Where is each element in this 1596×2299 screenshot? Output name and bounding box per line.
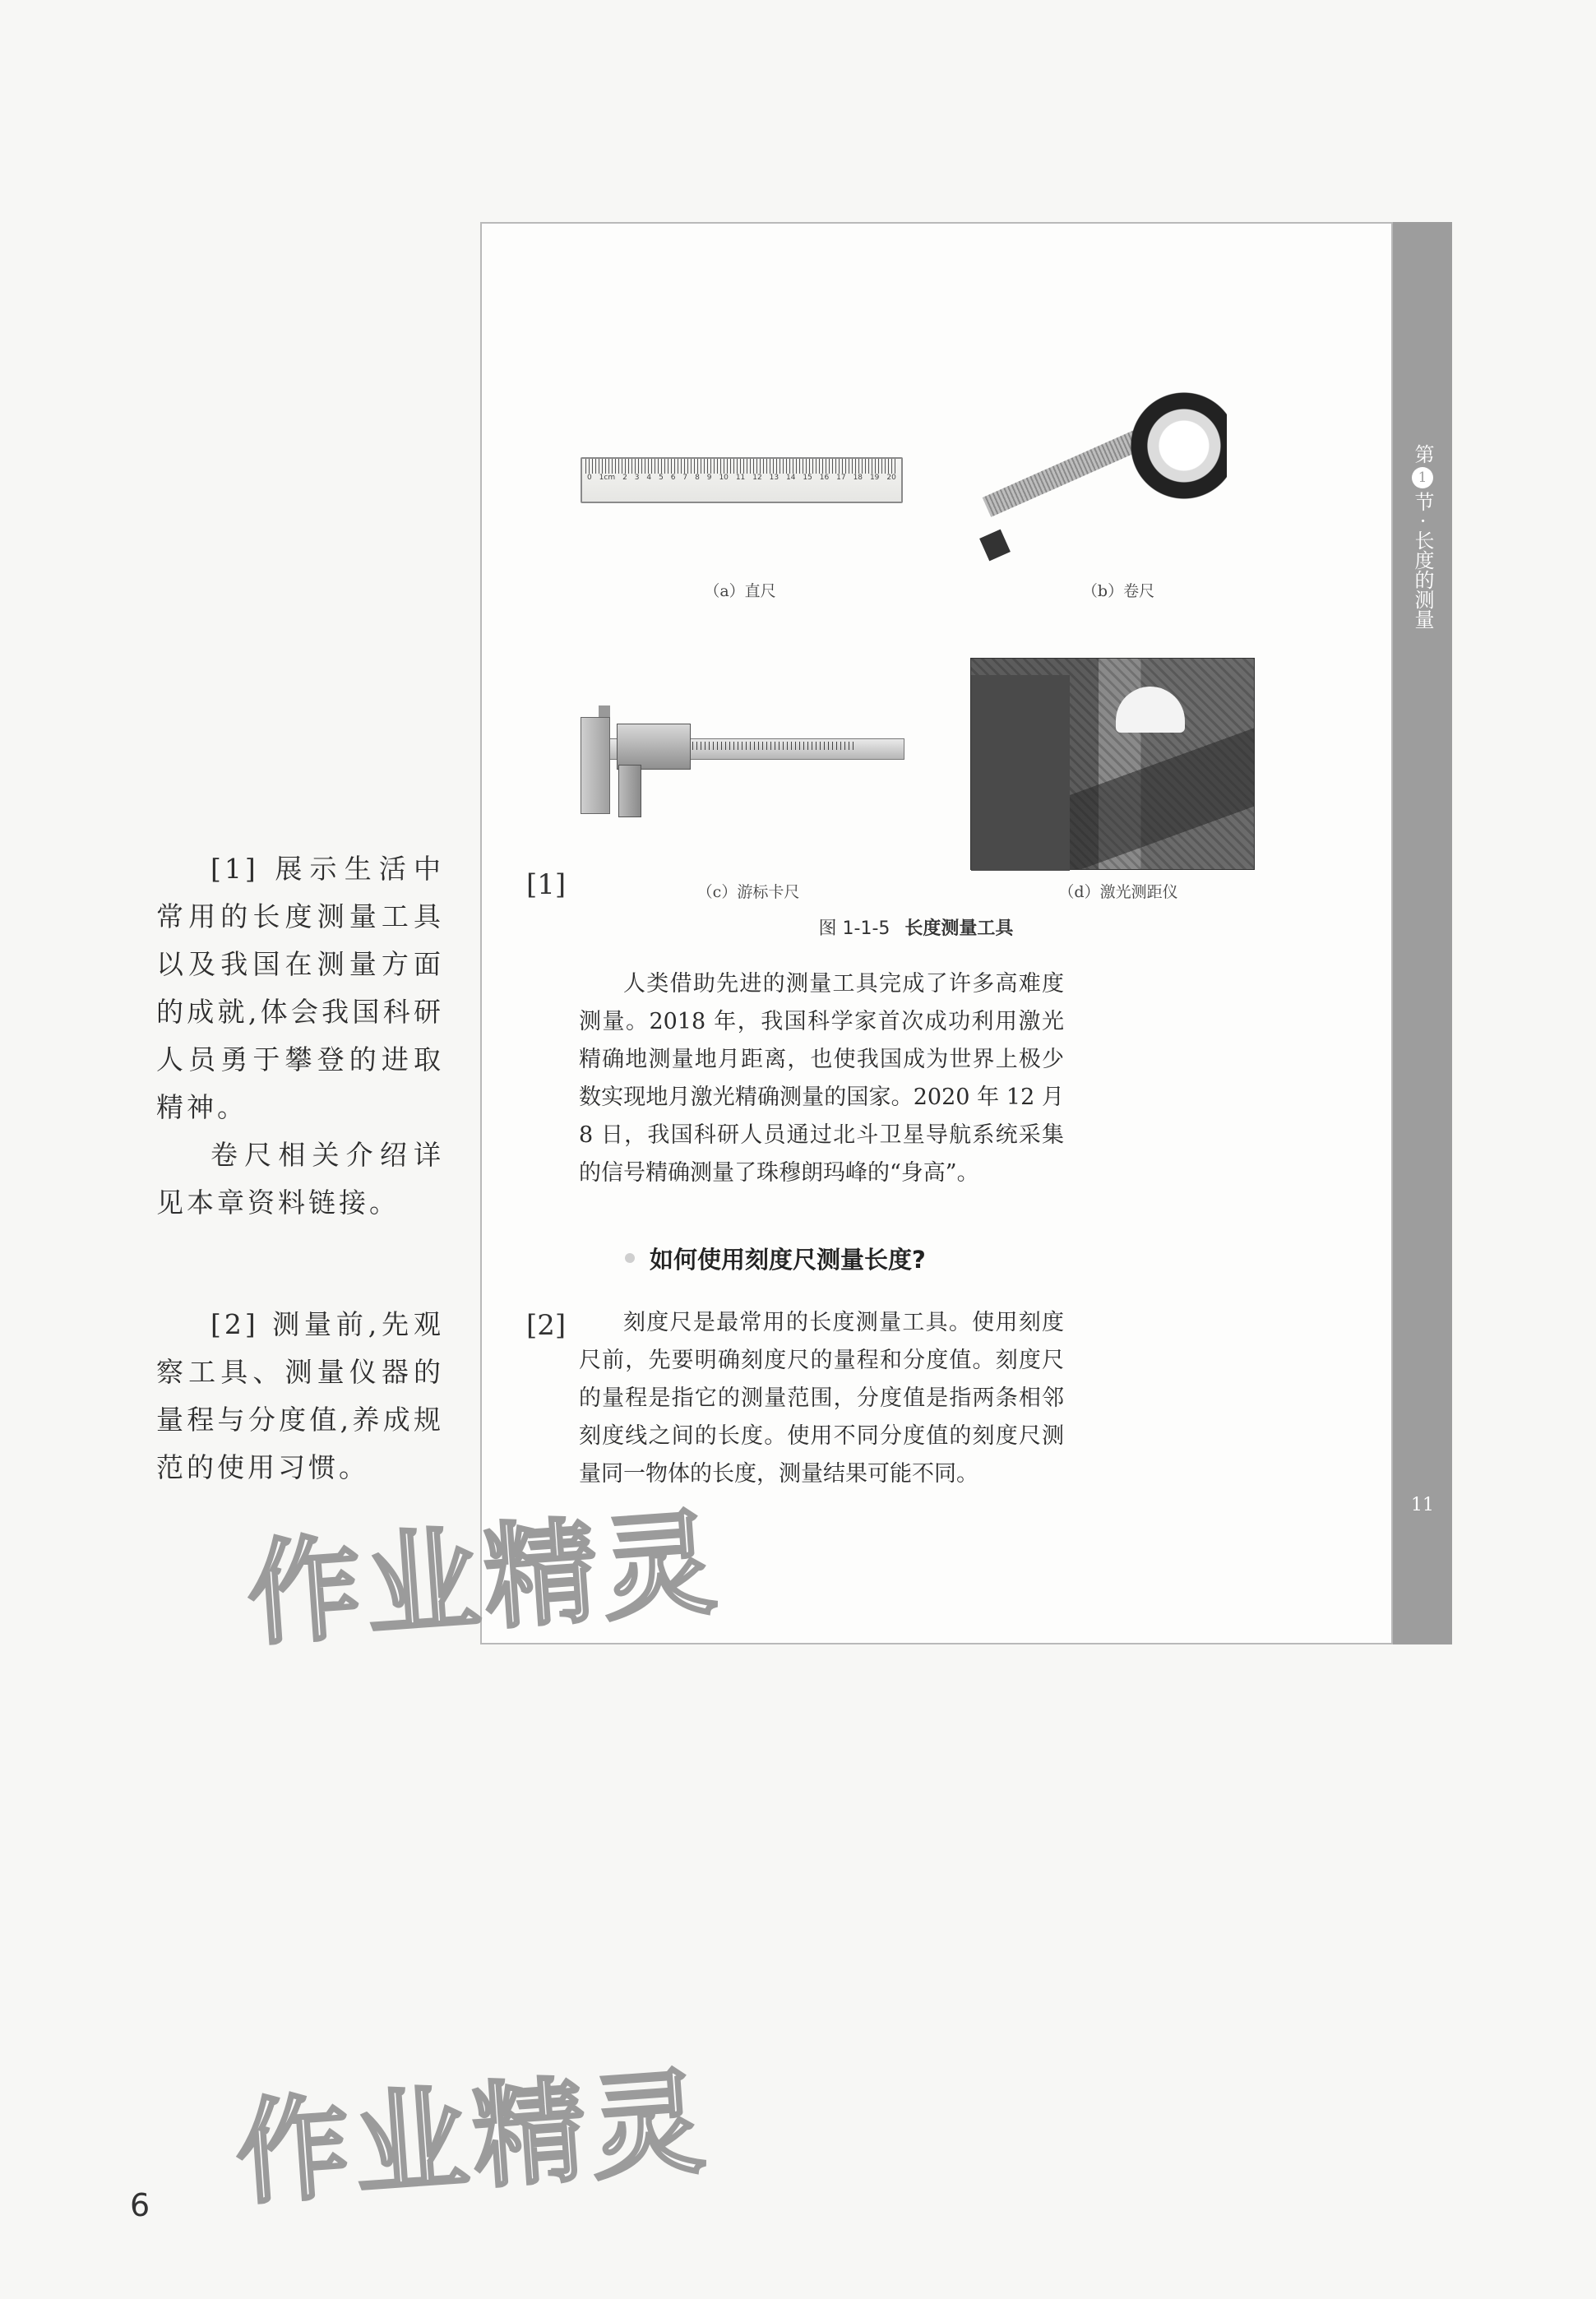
body-paragraph-1 [579,965,1064,1192]
body-paragraph-2-text: 刻度尺是最常用的长度测量工具。使用刻度尺前，先要明确刻度尺的量程和分度值。刻度尺的量程是指它的测量范围，分度值是指两条相邻刻度线之间的长度。使用不同分度值的刻度尺测量同一物体的长度，测量结果可能不同。 [579,1310,1064,1487]
tape-measure-image [1125,391,1227,500]
caliper-slider [617,724,691,770]
chapter-band [1393,222,1452,1644]
ruler-number: 13 [769,474,779,482]
ruler-number: 16 [819,474,830,482]
watermark-bottom: 作业精灵 [231,2056,714,2221]
photo-wall [971,675,1070,871]
marker-1: [1] [526,868,567,901]
figure-c-caption: （c）游标卡尺 [696,883,800,901]
ruler-number: 19 [869,474,880,482]
figure-number: 图 1-1-5 [818,918,891,939]
ruler-numbers [587,474,896,485]
ruler-number: 3 [634,474,640,482]
figure-title [579,914,1253,940]
ruler-image [581,457,903,503]
figure-d-caption: （d）激光测距仪 [1058,883,1178,901]
figure-title-text: 长度测量工具 [904,918,1014,939]
chapter-tab-label [1393,444,1452,629]
ruler-number: 20 [886,474,896,482]
outer-page-number: 6 [130,2187,150,2223]
ruler-number: 8 [695,474,700,482]
ruler-number: 11 [735,474,746,482]
figure-b-caption: （b）卷尺 [1081,582,1155,600]
ruler-number: 18 [853,474,863,482]
caliper-sliding-jaw [618,765,641,817]
ruler-number: 1cm [599,474,616,482]
side-note-1-p2: 卷尺相关介绍详见本章资料链接。 [156,1139,444,1219]
ruler-ticks [585,459,898,474]
chapter-number: 1 [1412,467,1433,488]
ruler-number: 10 [719,474,729,482]
side-note-2-p1: [2] 测量前,先观察工具、测量仪器的量程与分度值,养成规范的使用习惯。 [156,1308,444,1483]
ruler-number: 15 [803,474,812,482]
ruler-number: 6 [670,474,676,482]
inner-page-number: 11 [1411,1495,1434,1515]
ruler-number: 2 [622,474,627,482]
ruler-number: 14 [786,474,796,482]
marker-2: [2] [526,1309,567,1342]
ruler-number: 9 [706,474,712,482]
body-paragraph-1-text: 人类借助先进的测量工具完成了许多高难度测量。2018 年，我国科学家首次成功利用激光精确地测量地月距离，也使我国成为世界上极少数实现地月激光精确测量的国家。2020 年 12 月 8 日，我国科研人员通过北斗卫星导航系统采集的信号精确测量了珠穆朗玛峰的“身高”。 [579,971,1064,1186]
heading-bullet-icon [625,1253,635,1263]
laser-rangefinder-photo [970,658,1255,870]
side-note-2 [156,1301,444,1492]
ruler-number: 12 [752,474,762,482]
ruler-number: 17 [836,474,846,482]
chapter-title: 节 · 长度的测量 [1411,492,1434,629]
ruler-number: 5 [659,474,664,482]
side-note-1-p1: [1] 展示生活中常用的长度测量工具以及我国在测量方面的成就,体会我国科研人员勇于攀登的进取精神。 [156,853,444,1123]
chapter-prefix: 第 [1411,444,1434,464]
side-note-1 [156,845,444,1227]
body-paragraph-2 [579,1304,1064,1493]
caliper-fixed-jaw [581,717,610,814]
figure-a-caption: （a）直尺 [704,582,776,600]
ruler-number: 7 [682,474,688,482]
ruler-number: 0 [587,474,592,482]
photo-helmet [1116,687,1185,733]
ruler-number: 4 [646,474,652,482]
section-heading: 如何使用刻度尺测量长度? [650,1246,926,1274]
watermark-top: 作业精灵 [243,1496,725,1662]
